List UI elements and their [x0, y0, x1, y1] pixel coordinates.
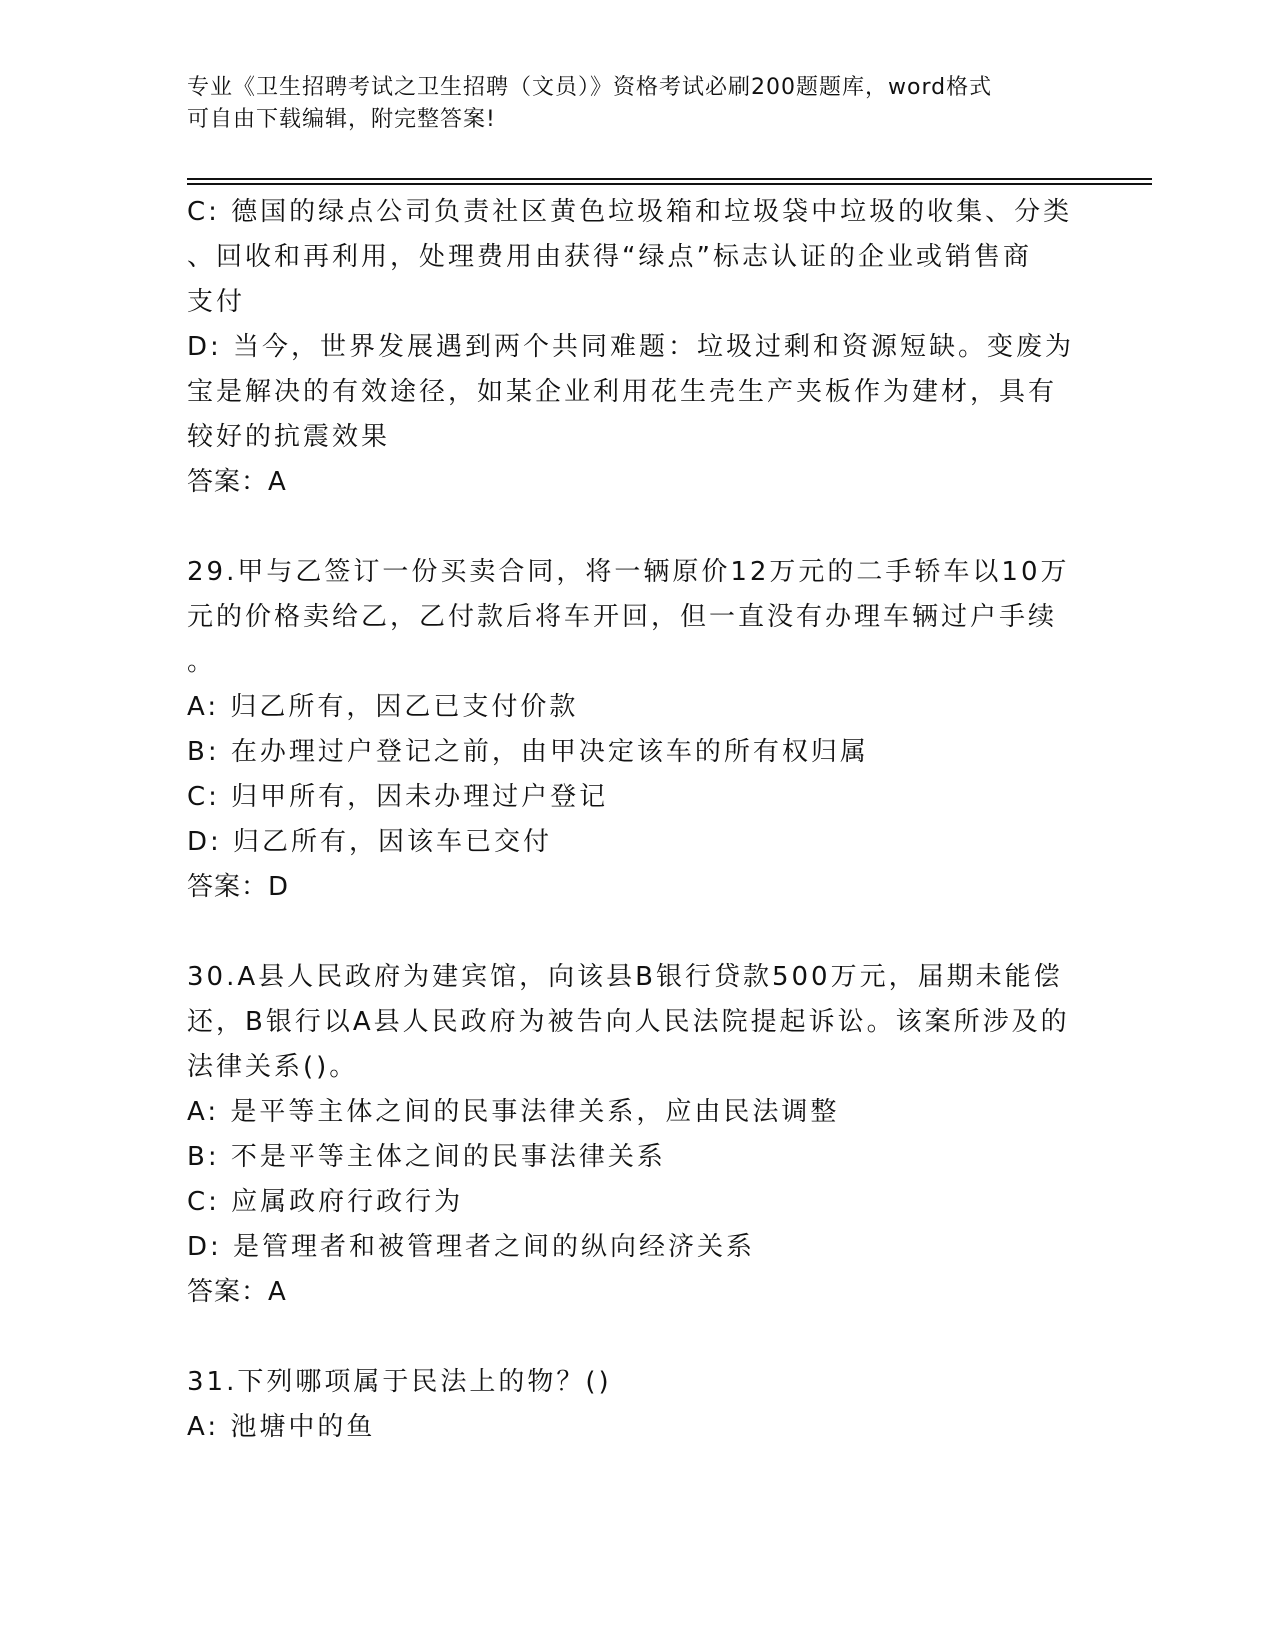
header-line-2: 可自由下载编辑，附完整答案!: [187, 107, 496, 132]
question-stem-line: 29.甲与乙签订一份买卖合同，将一辆原价12万元的二手轿车以10万: [187, 557, 1070, 587]
question-stem-line: 还，B银行以A县人民政府为被告向人民法院提起诉讼。该案所涉及的: [187, 1007, 1070, 1037]
question-stem-line: 。: [187, 647, 217, 677]
option-b: B: 不是平等主体之间的民事法律关系: [187, 1142, 666, 1172]
question-stem-line: 法律关系()。: [187, 1052, 359, 1082]
option-c-line: 、回收和再利用，处理费用由获得“绿点”标志认证的企业或销售商: [187, 242, 1032, 272]
option-c-line: 支付: [187, 287, 246, 317]
answer-line: 答案：A: [187, 1277, 287, 1307]
question-30: [187, 955, 1082, 1315]
option-d: D: 归乙所有，因该车已交付: [187, 827, 553, 857]
option-d-line: 较好的抗震效果: [187, 422, 391, 452]
option-a: A: 归乙所有，因乙已支付价款: [187, 692, 579, 722]
question-29: [187, 550, 1082, 910]
option-d-line: 宝是解决的有效途径，如某企业利用花生壳生产夹板作为建材，具有: [187, 377, 1058, 407]
page-header: [187, 72, 1067, 136]
answer-line: 答案：A: [187, 467, 287, 497]
spacer: [187, 910, 1082, 955]
option-c: C: 归甲所有，因未办理过户登记: [187, 782, 609, 812]
option-b: B: 在办理过户登记之前，由甲决定该车的所有权归属: [187, 737, 869, 767]
question-28-tail: [187, 190, 1082, 505]
spacer: [187, 1315, 1082, 1360]
option-d: D: 是管理者和被管理者之间的纵向经济关系: [187, 1232, 756, 1262]
question-stem-line: 元的价格卖给乙，乙付款后将车开回，但一直没有办理车辆过户手续: [187, 602, 1058, 632]
header-line-1: 专业《卫生招聘考试之卫生招聘（文员）》资格考试必刷200题题库，word格式: [187, 75, 993, 100]
question-31: [187, 1360, 1082, 1450]
question-stem-line: 31.下列哪项属于民法上的物？(): [187, 1367, 612, 1397]
document-body: [187, 190, 1082, 1450]
answer-line: 答案：D: [187, 872, 290, 902]
option-d-line: D: 当今，世界发展遇到两个共同难题：垃圾过剩和资源短缺。变废为: [187, 332, 1075, 362]
header-divider-bottom: [187, 183, 1152, 185]
option-a: A: 池塘中的鱼: [187, 1412, 376, 1442]
option-c: C: 应属政府行政行为: [187, 1187, 464, 1217]
option-a: A: 是平等主体之间的民事法律关系，应由民法调整: [187, 1097, 840, 1127]
spacer: [187, 505, 1082, 550]
option-c-line: C: 德国的绿点公司负责社区黄色垃圾箱和垃圾袋中垃圾的收集、分类: [187, 197, 1073, 227]
header-divider-top: [187, 178, 1152, 180]
question-stem-line: 30.A县人民政府为建宾馆，向该县B银行贷款500万元，届期未能偿: [187, 962, 1063, 992]
